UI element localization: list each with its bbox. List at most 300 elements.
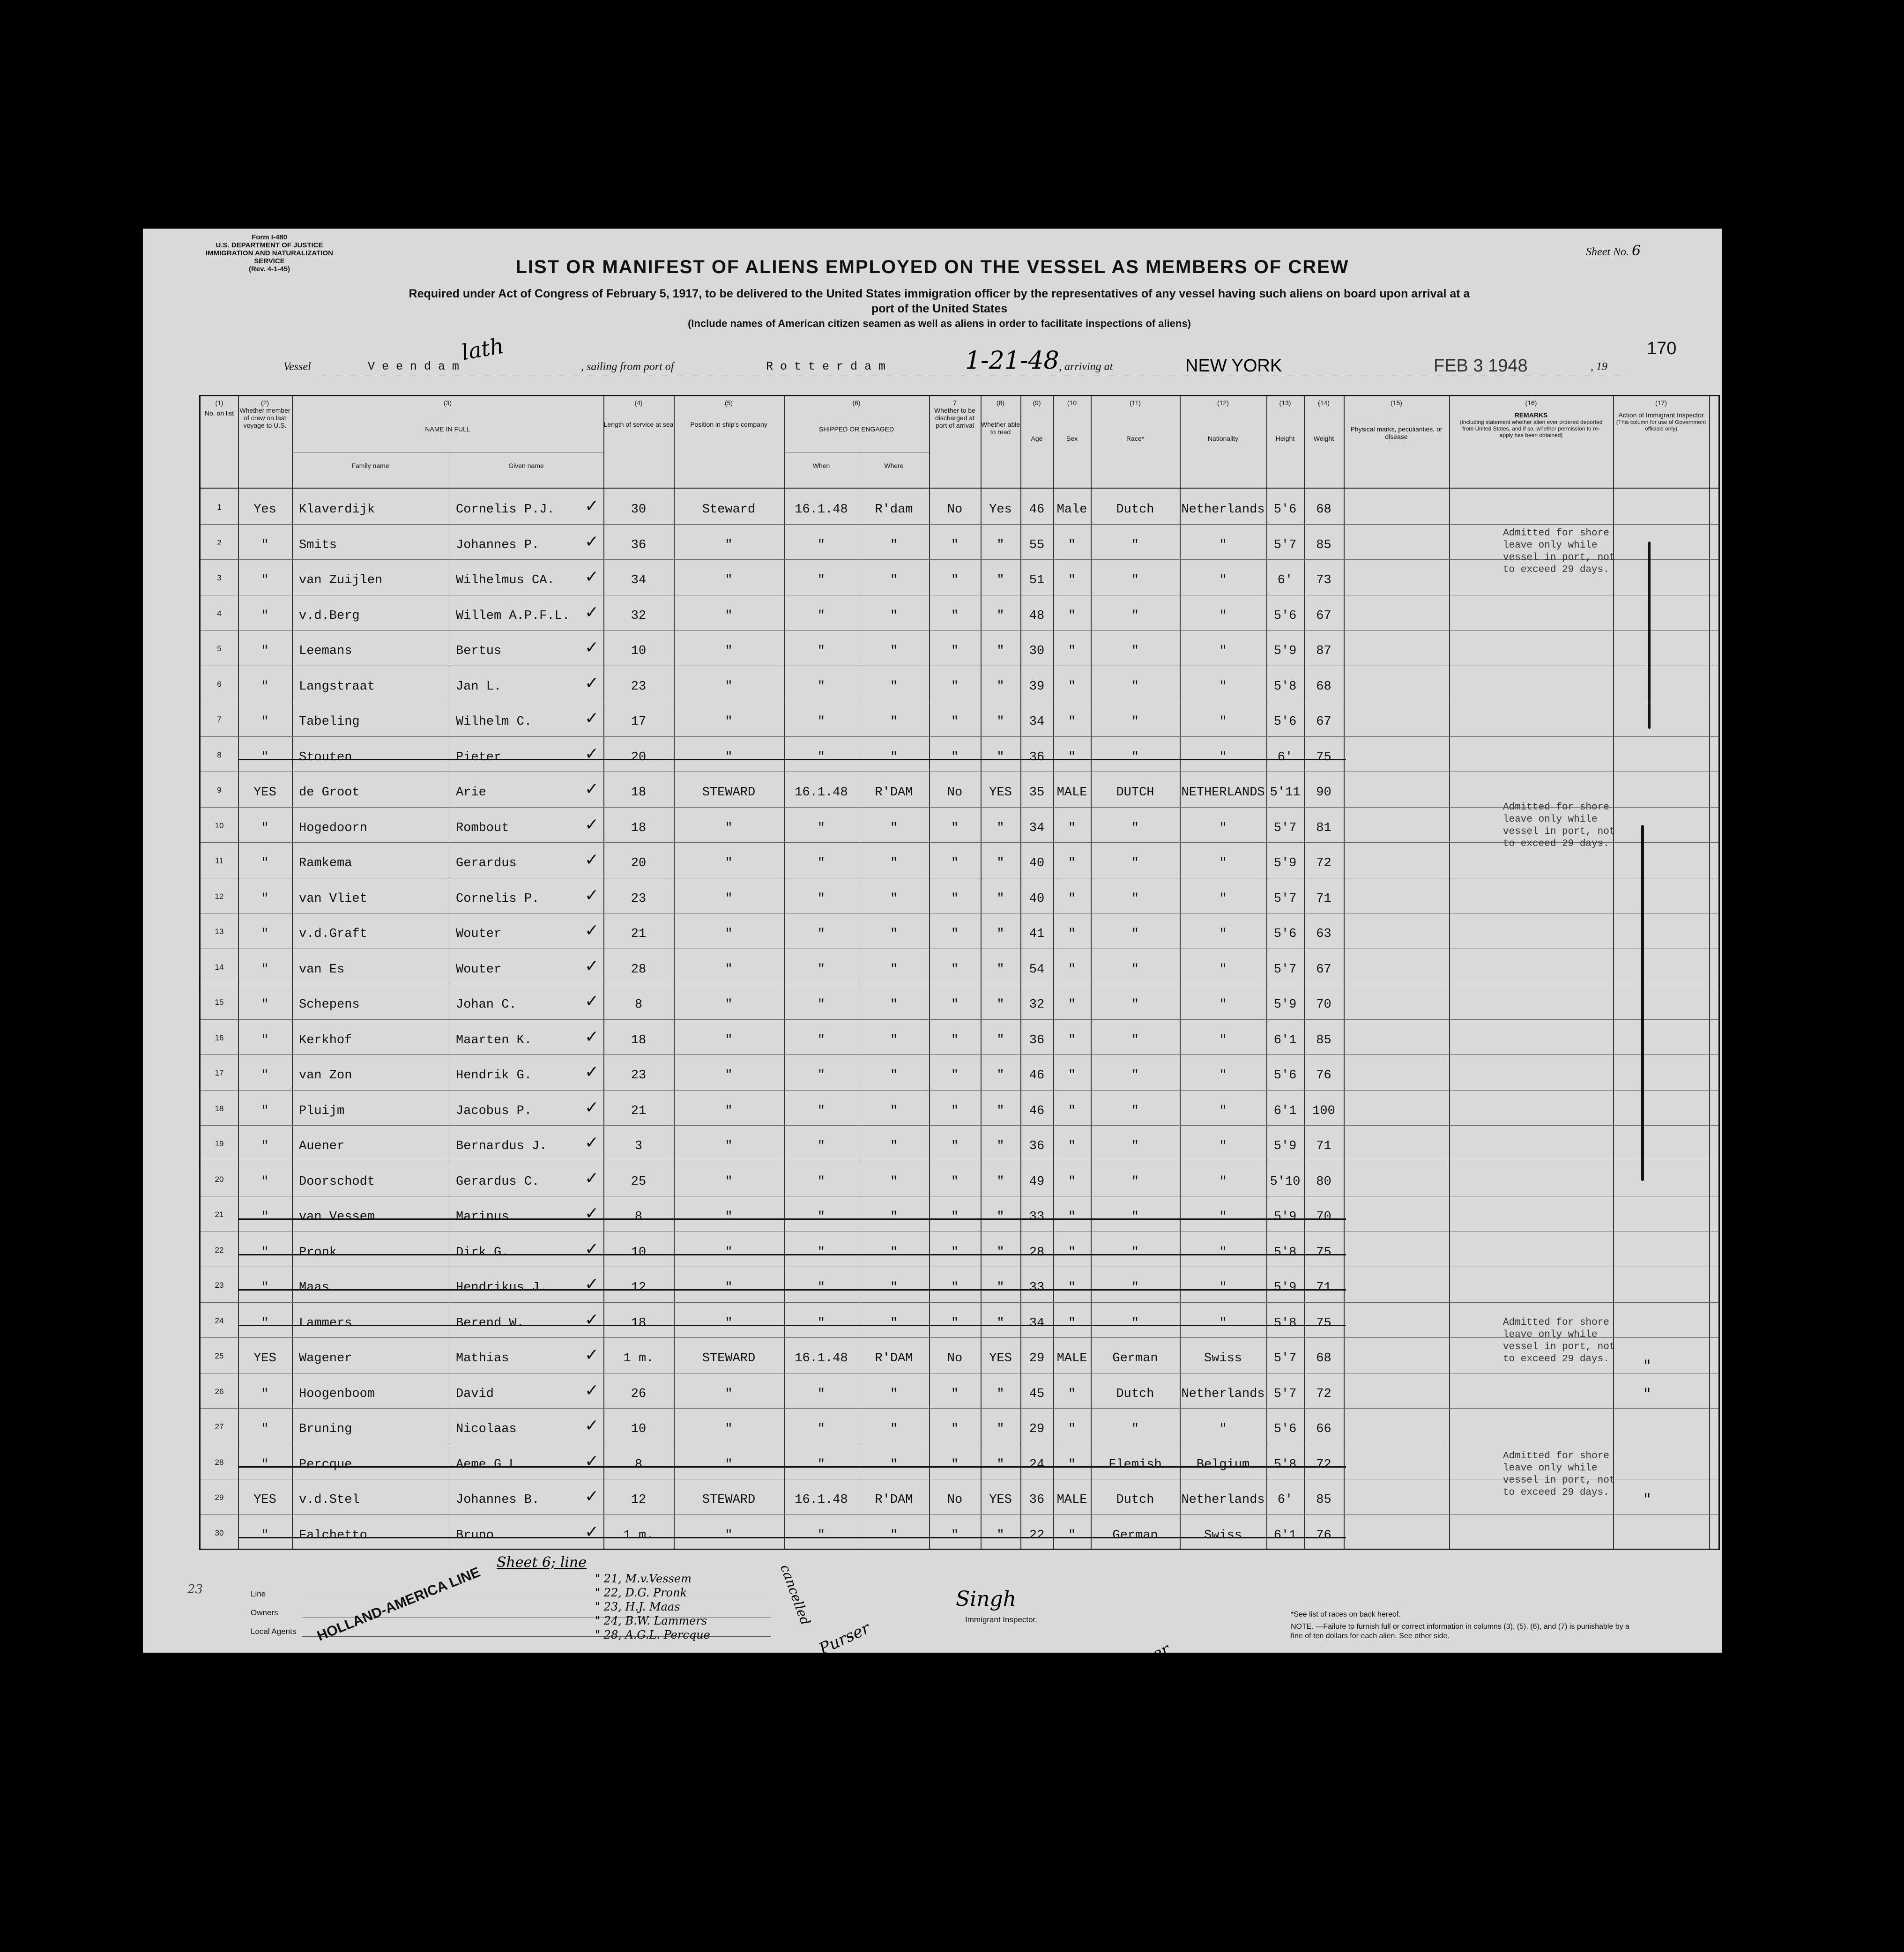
race: ": [1131, 750, 1139, 764]
shipped-where: ": [890, 998, 898, 1012]
family-name: Percque: [299, 1457, 352, 1472]
weight: 68: [1316, 679, 1331, 694]
sex: ": [1068, 1174, 1076, 1189]
height: 5'10: [1270, 1174, 1301, 1189]
height: 5'6: [1273, 1069, 1297, 1083]
position: ": [725, 998, 733, 1012]
shipped-where: ": [890, 609, 898, 623]
weight: 76: [1316, 1069, 1331, 1083]
age: 46: [1029, 1104, 1045, 1118]
service-length: 20: [631, 856, 647, 870]
crew-last-voyage: YES: [253, 786, 276, 800]
service-length: 30: [631, 503, 647, 517]
sex: ": [1068, 715, 1076, 729]
given-name: Dirk G.: [456, 1245, 509, 1260]
shipped-when: ": [817, 573, 826, 587]
height: 5'6: [1273, 503, 1297, 517]
col2-header: (2) Whether member of crew on last voyage to U.S.: [239, 399, 290, 429]
punch-hole: [105, 1292, 127, 1314]
family-name: Hoogenboom: [299, 1387, 375, 1401]
position: ": [725, 1104, 733, 1118]
note-label: NOTE.: [1291, 1623, 1314, 1631]
height: 5'9: [1273, 998, 1297, 1012]
cancelled-line-28: " 28, A.G.L. Percque: [595, 1628, 710, 1641]
weight: 90: [1316, 786, 1331, 800]
check-mark-icon: ✓: [585, 921, 599, 940]
crew-last-voyage: ": [261, 1316, 269, 1330]
family-name: van Vliet: [299, 891, 367, 906]
shipped-when: 16.1.48: [795, 786, 848, 800]
check-mark-icon: ✓: [585, 1381, 599, 1400]
sex: ": [1068, 1139, 1076, 1153]
holland-america-stamp: HOLLAND-AMERICA LINE: [315, 1564, 483, 1644]
family-name: v.d.Berg: [299, 609, 360, 623]
crew-last-voyage: ": [261, 538, 269, 552]
check-mark-icon: ✓: [585, 1204, 599, 1223]
nationality: Belgium: [1196, 1457, 1250, 1472]
weight: 68: [1316, 1351, 1331, 1366]
sheet-label: Sheet No.: [1586, 246, 1629, 258]
sex: Male: [1056, 503, 1087, 517]
shipped-where: ": [890, 1457, 898, 1472]
row-number: 13: [215, 927, 224, 936]
shipped-when: 16.1.48: [795, 1493, 848, 1507]
nationality: Swiss: [1204, 1351, 1242, 1366]
remark-row-27: ": [1644, 1385, 1651, 1403]
shipped-when: ": [817, 538, 826, 552]
check-mark-icon: ✓: [585, 638, 599, 657]
able-to-read: ": [997, 609, 1004, 623]
shipped-when: ": [817, 891, 826, 906]
shipped-when: 16.1.48: [795, 1351, 848, 1366]
col3b-header: Given name: [508, 462, 544, 469]
punch-hole: [105, 976, 127, 997]
age: 36: [1029, 1493, 1045, 1507]
discharged: ": [951, 927, 959, 941]
remark-row-9: Admitted for shore leave only while vessel in port, not to exceed 29 days.: [1503, 802, 1615, 849]
discharged: No: [947, 1351, 963, 1366]
shipped-when: ": [817, 1210, 826, 1224]
able-to-read: ": [997, 715, 1004, 729]
row-number: 5: [217, 644, 222, 653]
weight: 70: [1316, 1210, 1331, 1224]
discharged: ": [951, 715, 959, 729]
height: 5'6: [1273, 609, 1297, 623]
strike-through: [238, 1537, 1346, 1538]
position: ": [725, 962, 733, 977]
punch-hole: [105, 351, 127, 373]
note-line-30: " 30 B. Falchetto, " " " 13, " 29: [595, 1674, 812, 1690]
weight: 85: [1316, 1493, 1331, 1507]
race: Dutch: [1116, 503, 1154, 517]
check-mark-icon: ✓: [585, 1168, 599, 1188]
given-name: Rombout: [456, 821, 509, 835]
age: 40: [1029, 856, 1045, 870]
race: ": [1131, 538, 1139, 552]
sex: ": [1068, 1210, 1076, 1224]
col15-header: (15) Physical marks, peculiarities, or disease: [1350, 399, 1443, 440]
shipped-where: R'DAM: [875, 786, 913, 800]
shipped-when: ": [817, 1069, 826, 1083]
family-name: Pluijm: [299, 1104, 345, 1118]
shipped-when: ": [817, 1387, 826, 1401]
position: ": [725, 715, 733, 729]
given-name: Wouter: [456, 962, 502, 977]
position: ": [725, 856, 733, 870]
race: ": [1131, 1069, 1139, 1083]
weight: 80: [1316, 1174, 1331, 1189]
vessel-name: V e e n d a m: [368, 360, 460, 373]
position: ": [725, 1528, 733, 1543]
service-length: 3: [634, 1139, 643, 1153]
col5-header: (5) Position in ship's company: [690, 399, 767, 428]
nationality: ": [1219, 1139, 1227, 1153]
check-mark-icon: ✓: [585, 1416, 599, 1435]
col9-header: (9) Age: [1031, 399, 1043, 442]
shipped-where: ": [890, 750, 898, 764]
remark-row-1: Admitted for shore leave only while vessel in port, not to exceed 29 days.: [1503, 528, 1615, 575]
row-number: 3: [217, 573, 222, 582]
shipped-where: ": [890, 644, 898, 658]
subtitle-port: port of the United States: [871, 302, 1008, 315]
height: 5'9: [1273, 1139, 1297, 1153]
race: German: [1112, 1528, 1158, 1543]
shipped-when: ": [817, 644, 826, 658]
given-name: Cornelis P.J.: [456, 503, 555, 517]
purser-signature: Purser: [816, 1618, 873, 1659]
weight: 67: [1316, 962, 1331, 977]
col1-header: (1) No. on list: [204, 399, 234, 417]
weight: 71: [1316, 1139, 1331, 1153]
race: ": [1131, 962, 1139, 977]
able-to-read: YES: [989, 786, 1012, 800]
check-mark-icon: ✓: [585, 567, 599, 586]
sex: ": [1068, 750, 1076, 764]
discharged: ": [951, 1104, 959, 1118]
vessel-handwritten: lath: [459, 333, 506, 365]
discharged: ": [951, 1387, 959, 1401]
given-name: Berend W.: [456, 1316, 524, 1330]
punch-hole: [105, 1417, 127, 1439]
race: DUTCH: [1116, 786, 1154, 800]
given-name: Bernardus J.: [456, 1139, 547, 1153]
purser-signature-2: Purser: [1116, 1640, 1173, 1680]
service-length: 32: [631, 609, 647, 623]
height: 6'1: [1273, 1104, 1297, 1118]
nationality: ": [1219, 1174, 1227, 1189]
departure-date: 1-21-48: [965, 347, 1059, 375]
nationality: ": [1219, 573, 1227, 587]
race: Dutch: [1116, 1493, 1154, 1507]
height: 5'9: [1273, 1210, 1297, 1224]
nationality: ": [1219, 1245, 1227, 1260]
family-name: Doorschodt: [299, 1174, 375, 1189]
row-number: 29: [215, 1493, 224, 1502]
service-length: 34: [631, 573, 647, 587]
weight: 72: [1316, 856, 1331, 870]
service-length: 23: [631, 679, 647, 694]
sex: MALE: [1056, 786, 1087, 800]
crew-last-voyage: ": [261, 998, 269, 1012]
race: Flemish: [1108, 1457, 1162, 1472]
crew-last-voyage: ": [261, 644, 269, 658]
family-name: van Es: [299, 962, 345, 977]
race: ": [1131, 856, 1139, 870]
able-to-read: ": [997, 644, 1004, 658]
race: German: [1112, 1351, 1158, 1366]
given-name: Hendrikus J.: [456, 1281, 547, 1295]
row-number: 21: [215, 1210, 224, 1219]
shipped-when: ": [817, 998, 826, 1012]
age: 51: [1029, 573, 1045, 587]
check-mark-icon: ✓: [585, 815, 599, 834]
shipped-when: ": [817, 1033, 826, 1047]
height: 5'11: [1270, 786, 1301, 800]
weight: 85: [1316, 1033, 1331, 1047]
shipped-where: ": [890, 1210, 898, 1224]
family-name: van Zon: [299, 1069, 352, 1083]
shipped-where: ": [890, 1422, 898, 1436]
given-name: Arie: [456, 786, 486, 800]
form-revision: (Rev. 4-1-45): [248, 265, 290, 273]
nationality: ": [1219, 1104, 1227, 1118]
crew-last-voyage: ": [261, 891, 269, 906]
shipped-when: ": [817, 1457, 826, 1472]
discharged: ": [951, 856, 959, 870]
shipped-when: ": [817, 715, 826, 729]
position: ": [725, 927, 733, 941]
col8-header: (8) Whether able to read: [981, 399, 1020, 436]
service: IMMIGRATION AND NATURALIZATION SERVICE: [206, 249, 333, 265]
weight: 67: [1316, 715, 1331, 729]
row-number: 25: [215, 1351, 224, 1360]
crew-last-voyage: ": [261, 1281, 269, 1295]
shipped-where: R'DAM: [875, 1493, 913, 1507]
row-number: 23: [215, 1281, 224, 1290]
col17-header: (17) Action of Immigrant Inspector (This column for use of Government officials only): [1616, 399, 1706, 432]
arriving-label: , arriving at: [1059, 361, 1113, 373]
check-mark-icon: ✓: [585, 992, 599, 1010]
service-length: 8: [634, 1210, 643, 1224]
weight: 81: [1316, 821, 1331, 835]
position: ": [725, 644, 733, 658]
row-number: 6: [217, 679, 222, 689]
race: ": [1131, 715, 1139, 729]
able-to-read: ": [997, 1139, 1004, 1153]
sex: ": [1068, 821, 1076, 835]
departure-port: R o t t e r d a m: [766, 360, 886, 373]
position: ": [725, 1069, 733, 1083]
weight: 68: [1316, 503, 1331, 517]
sex: ": [1068, 1245, 1076, 1260]
punch-hole: [105, 816, 127, 838]
race: ": [1131, 821, 1139, 835]
nationality: ": [1219, 750, 1227, 764]
strike-through: [238, 1466, 1346, 1468]
col4-header: (4) Length of service at sea: [603, 399, 674, 428]
age: 46: [1029, 503, 1045, 517]
position: ": [725, 1387, 733, 1401]
cancelled-line-22: " 22, D.G. Pronk: [595, 1586, 687, 1599]
strike-through: [238, 759, 1346, 760]
discharged: ": [951, 998, 959, 1012]
family-name: Smits: [299, 538, 337, 552]
sex: ": [1068, 1281, 1076, 1295]
shipped-when: ": [817, 679, 826, 694]
sex: ": [1068, 1316, 1076, 1330]
able-to-read: ": [997, 573, 1004, 587]
shipped-when: ": [817, 1422, 826, 1436]
able-to-read: ": [997, 1281, 1004, 1295]
crew-last-voyage: ": [261, 821, 269, 835]
crew-last-voyage: ": [261, 962, 269, 977]
shipped-where: ": [890, 1316, 898, 1330]
discharged: ": [951, 1422, 959, 1436]
position: ": [725, 679, 733, 694]
shipped-when: ": [817, 962, 826, 977]
given-name: Aeme G.L.: [456, 1457, 524, 1472]
crew-last-voyage: ": [261, 715, 269, 729]
arrival-date-stamp: FEB 3 1948: [1434, 356, 1528, 376]
crew-last-voyage: ": [261, 1422, 269, 1436]
given-name: Johannes B.: [456, 1493, 540, 1507]
sex: ": [1068, 1457, 1076, 1472]
punch-hole: [105, 429, 127, 450]
height: 5'8: [1273, 679, 1297, 694]
weight: 76: [1316, 1528, 1331, 1543]
nationality: ": [1219, 821, 1227, 835]
height: 5'6: [1273, 1422, 1297, 1436]
crew-last-voyage: ": [261, 1174, 269, 1189]
check-mark-icon: ✓: [585, 885, 599, 905]
age: 55: [1029, 538, 1045, 552]
discharged: ": [951, 1281, 959, 1295]
check-mark-icon: ✓: [585, 1487, 599, 1506]
nationality: Netherlands: [1181, 1493, 1265, 1507]
nationality: ": [1219, 998, 1227, 1012]
service-length: 21: [631, 927, 647, 941]
able-to-read: ": [997, 1104, 1004, 1118]
service-length: 10: [631, 644, 647, 658]
given-name: Bruno: [456, 1528, 494, 1543]
page-title: LIST OR MANIFEST OF ALIENS EMPLOYED ON THE VESSEL AS MEMBERS OF CREW: [515, 257, 1349, 277]
position: ": [725, 1033, 733, 1047]
crew-table: [199, 395, 1720, 1550]
row-number: 30: [215, 1528, 224, 1537]
crew-last-voyage: ": [261, 1457, 269, 1472]
nationality: ": [1219, 962, 1227, 977]
shipped-where: ": [890, 891, 898, 906]
nationality: NETHERLANDS: [1181, 786, 1265, 800]
service-length: 23: [631, 1069, 647, 1083]
row-number: 22: [215, 1245, 224, 1254]
check-mark-icon: ✓: [585, 1062, 599, 1081]
able-to-read: Yes: [989, 503, 1012, 517]
family-name: Auener: [299, 1139, 345, 1153]
shipped-when: ": [817, 1174, 826, 1189]
position: ": [725, 891, 733, 906]
height: 6': [1277, 1493, 1293, 1507]
check-mark-icon: ✓: [585, 532, 599, 551]
weight: 63: [1316, 927, 1331, 941]
service-length: 18: [631, 1033, 647, 1047]
nationality: ": [1219, 1422, 1227, 1436]
row-number: 18: [215, 1104, 224, 1113]
row-number: 20: [215, 1174, 224, 1184]
fine-note: [1291, 1622, 1642, 1641]
row-number: 24: [215, 1316, 224, 1325]
nationality: ": [1219, 644, 1227, 658]
sex: ": [1068, 1104, 1076, 1118]
race: ": [1131, 1139, 1139, 1153]
age: 36: [1029, 1033, 1045, 1047]
race: Dutch: [1116, 1387, 1154, 1401]
height: 5'6: [1273, 927, 1297, 941]
position: STEWARD: [702, 1493, 756, 1507]
check-mark-icon: ✓: [585, 709, 599, 727]
service-length: 8: [634, 1457, 643, 1472]
discharged: ": [951, 609, 959, 623]
note-text: —Failure to furnish full or correct information in columns (3), (5), (6), and (7) is punishable by a fine of ten dollars for each alien. See other side.: [1291, 1623, 1629, 1640]
check-mark-icon: ✓: [585, 1275, 599, 1293]
race: ": [1131, 1174, 1139, 1189]
sex: ": [1068, 1069, 1076, 1083]
inspector-label: Immigrant Inspector.: [965, 1615, 1038, 1624]
check-mark-icon: ✓: [585, 1310, 599, 1329]
family-name: van Zuijlen: [299, 573, 383, 587]
race: ": [1131, 573, 1139, 587]
nationality: ": [1219, 609, 1227, 623]
position: ": [725, 1457, 733, 1472]
service-length: 1 m.: [623, 1528, 654, 1543]
position: ": [725, 821, 733, 835]
row-number: 9: [217, 786, 222, 794]
age: 35: [1029, 786, 1045, 800]
shipped-when: ": [817, 1281, 826, 1295]
able-to-read: ": [997, 1245, 1004, 1260]
age: 34: [1029, 715, 1045, 729]
shipped-where: ": [890, 1033, 898, 1047]
family-name: Hogedoorn: [299, 821, 367, 835]
discharged: ": [951, 1316, 959, 1330]
discharged: ": [951, 1139, 959, 1153]
given-name: Maarten K.: [456, 1033, 532, 1047]
height: 6': [1277, 750, 1293, 764]
discharged: ": [951, 1033, 959, 1047]
weight: 71: [1316, 891, 1331, 906]
family-name: van Vessem: [299, 1210, 375, 1224]
shipped-when: ": [817, 821, 826, 835]
sex: ": [1068, 573, 1076, 587]
position: ": [725, 750, 733, 764]
shipped-when: ": [817, 1528, 826, 1543]
crew-last-voyage: ": [261, 1210, 269, 1224]
age: 30: [1029, 644, 1045, 658]
family-name: Kerkhof: [299, 1033, 352, 1047]
given-name: Jacobus P.: [456, 1104, 532, 1118]
check-mark-icon: ✓: [585, 744, 599, 763]
race: ": [1131, 998, 1139, 1012]
punch-hole: [105, 506, 127, 528]
family-name: Ramkema: [299, 856, 352, 870]
able-to-read: ": [997, 538, 1004, 552]
height: 5'7: [1273, 821, 1297, 835]
crew-last-voyage: ": [261, 1104, 269, 1118]
race: ": [1131, 1033, 1139, 1047]
shipped-where: ": [890, 1174, 898, 1189]
given-name: Johannes P.: [456, 538, 540, 552]
family-name: v.d.Stel: [299, 1493, 360, 1507]
